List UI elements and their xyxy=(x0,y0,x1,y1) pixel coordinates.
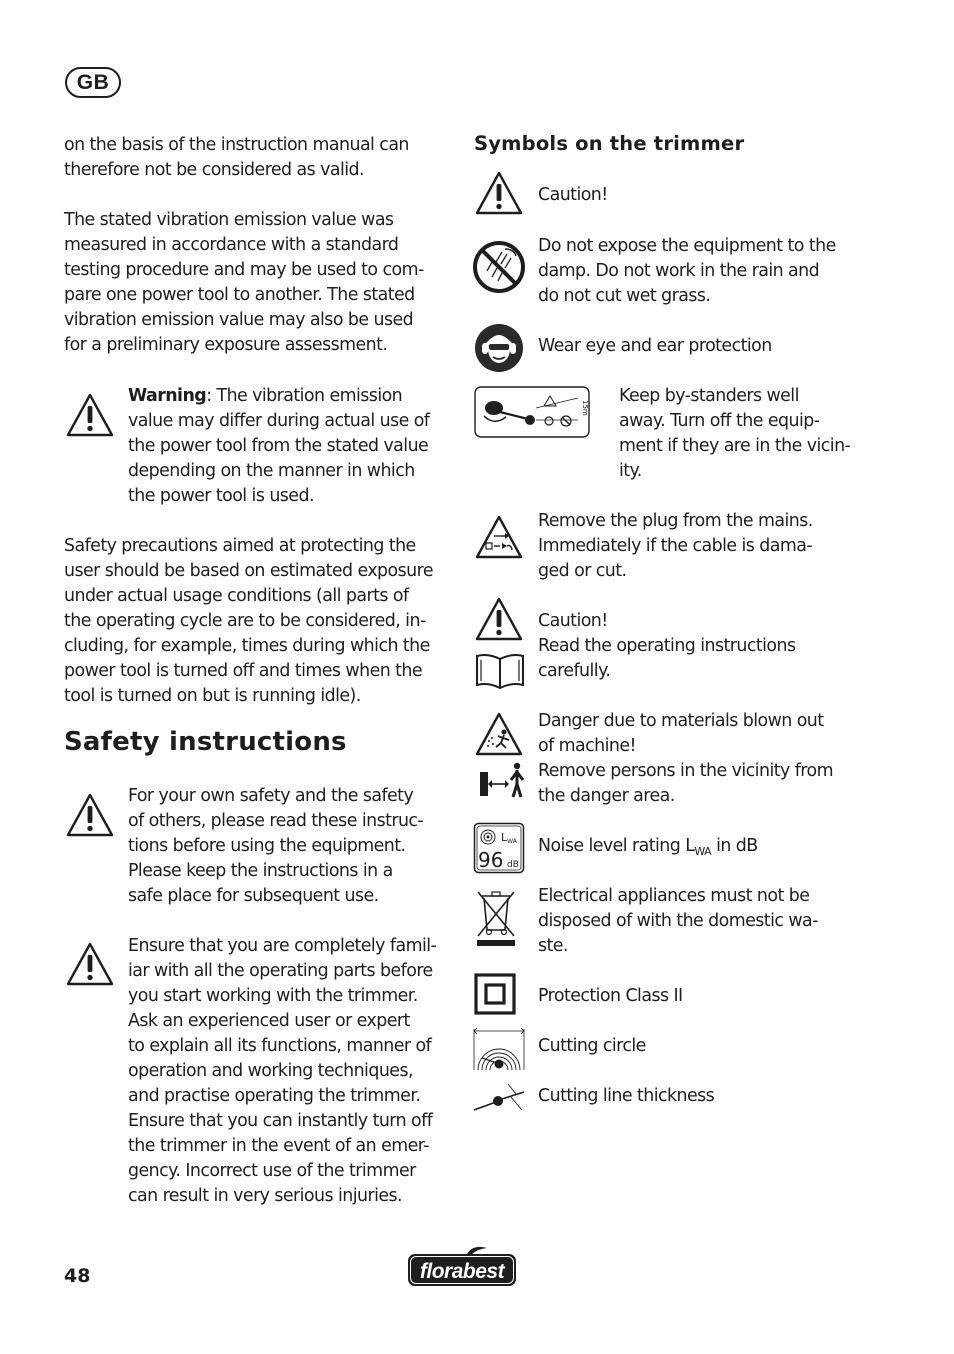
text-line: to explain all its functions, manner of xyxy=(128,1036,432,1056)
text-line: Remove persons in the vicinity from xyxy=(538,761,833,781)
text-line: pare one power tool to another. The stated xyxy=(64,285,415,305)
symbol-class-ii xyxy=(538,984,683,1009)
symbol-caution xyxy=(538,183,608,208)
text-line: The stated vibration emission value was xyxy=(64,210,394,230)
text-line: Ensure that you can instantly turn off xyxy=(128,1111,433,1131)
eye-ear-protection-icon xyxy=(474,323,524,373)
text-line: the power tool from the stated value xyxy=(128,436,429,456)
text-line: iar with all the operating parts before xyxy=(128,961,433,981)
text-line: Keep by-standers well xyxy=(619,386,799,406)
text-line: ste. xyxy=(538,936,568,956)
text-line: power tool is turned off and times when the xyxy=(64,661,423,681)
text-line: Danger due to materials blown out xyxy=(538,711,824,731)
text-line: ged or cut. xyxy=(538,561,627,581)
text-line: Protection Class II xyxy=(538,986,683,1006)
text-line: of machine! xyxy=(538,736,636,756)
symbol-bystanders xyxy=(619,384,850,484)
vibration-paragraph xyxy=(64,208,424,358)
text-line: Caution! xyxy=(538,185,608,205)
warning-triangle-icon xyxy=(65,941,115,987)
symbols-title: Symbols on the trimmer xyxy=(474,132,745,155)
intro-paragraph xyxy=(64,133,409,183)
caution-triangle-icon xyxy=(474,170,524,216)
warning-label: Warning xyxy=(128,386,207,406)
keep-distance-icon xyxy=(478,762,528,800)
text-line: Do not expose the equipment to the xyxy=(538,236,836,256)
distance-mark: 15m xyxy=(581,400,589,416)
text-line: measured in accordance with a standard xyxy=(64,235,399,255)
text-line xyxy=(128,384,429,409)
line-thickness-icon xyxy=(472,1082,526,1116)
text-line: do not cut wet grass. xyxy=(538,286,711,306)
text-line: tool is turned on but is running idle). xyxy=(64,686,361,706)
text-line: under actual usage conditions (all parts of xyxy=(64,586,409,606)
warning-text xyxy=(128,384,429,509)
text-line: ity. xyxy=(619,461,642,481)
safety-text-2 xyxy=(128,934,436,1209)
text-line: Read the operating instructions xyxy=(538,636,796,656)
text-line: damp. Do not work in the rain and xyxy=(538,261,820,281)
text-line: For your own safety and the safety xyxy=(128,786,414,806)
symbol-read-manual xyxy=(538,609,796,684)
text-line: depending on the manner in which xyxy=(128,461,415,481)
section-title: Safety instructions xyxy=(64,727,347,757)
bystanders-distance-icon xyxy=(474,386,590,438)
text-line: away. Turn off the equip- xyxy=(619,411,820,431)
text-line: Cutting line thickness xyxy=(538,1086,715,1106)
read-manual-icon xyxy=(474,651,526,691)
safety-text-1 xyxy=(128,784,423,909)
text-line: safe place for subsequent use. xyxy=(128,886,379,906)
language-badge: GB xyxy=(65,67,121,98)
badge-value: 96 xyxy=(478,848,504,872)
text-line: Caution! xyxy=(538,611,608,631)
symbol-no-rain xyxy=(538,234,836,309)
text-line: and practise operating the trimmer. xyxy=(128,1086,421,1106)
text-line: disposed of with the domestic wa- xyxy=(538,911,818,931)
text-line xyxy=(538,834,758,859)
badge-label-sub: WA xyxy=(507,838,517,845)
text-line: ment if they are in the vicin- xyxy=(619,436,851,456)
text-line: Remove the plug from the mains. xyxy=(538,511,813,531)
warning-first-line: : The vibration emission xyxy=(206,386,403,406)
symbol-thrown-objects xyxy=(538,709,833,809)
text-line: Cutting circle xyxy=(538,1036,646,1056)
noise-suffix: in dB xyxy=(711,836,758,856)
text-line: vibration emission value may also be used xyxy=(64,310,414,330)
text-line: can result in very serious injuries. xyxy=(128,1186,403,1206)
symbol-unplug xyxy=(538,509,813,584)
badge-unit: dB xyxy=(507,860,519,870)
text-line: carefully. xyxy=(538,661,611,681)
text-line: you start working with the trimmer. xyxy=(128,986,418,1006)
noise-text: Noise level rating L xyxy=(538,836,695,856)
noise-level-icon xyxy=(473,822,525,874)
text-line: testing procedure and may be used to com- xyxy=(64,260,424,280)
text-line: Wear eye and ear protection xyxy=(538,336,772,356)
text-line: Immediately if the cable is dama- xyxy=(538,536,813,556)
text-line: the operating cycle are to be considered, in- xyxy=(64,611,426,631)
text-line: Electrical appliances must not be xyxy=(538,886,810,906)
symbol-noise-level xyxy=(538,834,758,859)
text-line: the danger area. xyxy=(538,786,675,806)
symbol-weee xyxy=(538,884,818,959)
page-number: 48 xyxy=(64,1265,91,1287)
warning-triangle-icon xyxy=(65,392,115,438)
badge-label: L xyxy=(501,831,508,844)
no-rain-icon xyxy=(472,240,526,294)
caution-triangle-icon xyxy=(474,596,524,642)
text-line: value may differ during actual use of xyxy=(128,411,430,431)
text-line: therefore not be considered as valid. xyxy=(64,160,365,180)
text-line: gency. Incorrect use of the trimmer xyxy=(128,1161,416,1181)
symbol-eye-ear xyxy=(538,334,772,359)
class-ii-icon xyxy=(474,973,516,1015)
text-line: Ensure that you are completely famil- xyxy=(128,936,437,956)
text-line: the trimmer in the event of an emer- xyxy=(128,1136,429,1156)
text-line: on the basis of the instruction manual can xyxy=(64,135,409,155)
text-line: for a preliminary exposure assessment. xyxy=(64,335,388,355)
text-line: operation and working techniques, xyxy=(128,1061,413,1081)
text-line: of others, please read these instruc- xyxy=(128,811,424,831)
precautions-paragraph xyxy=(64,534,433,709)
text-line: cluding, for example, times during which the xyxy=(64,636,430,656)
weee-bin-icon xyxy=(474,888,518,950)
brand-logo xyxy=(407,1246,517,1290)
cutting-circle-icon xyxy=(472,1028,526,1072)
text-line: Please keep the instructions in a xyxy=(128,861,393,881)
symbol-cutting-circle xyxy=(538,1034,646,1059)
text-line: tions before using the equipment. xyxy=(128,836,406,856)
text-line: Safety precautions aimed at protecting the xyxy=(64,536,416,556)
noise-sub: WA xyxy=(694,845,712,858)
unplug-warning-icon xyxy=(474,514,524,560)
warning-triangle-icon xyxy=(65,792,115,838)
text-line: user should be based on estimated exposure xyxy=(64,561,433,581)
text-line: the power tool is used. xyxy=(128,486,314,506)
text-line: Ask an experienced user or expert xyxy=(128,1011,410,1031)
symbol-line-thickness xyxy=(538,1084,714,1109)
thrown-objects-icon xyxy=(474,711,524,757)
brand-name: florabest xyxy=(419,1259,505,1283)
